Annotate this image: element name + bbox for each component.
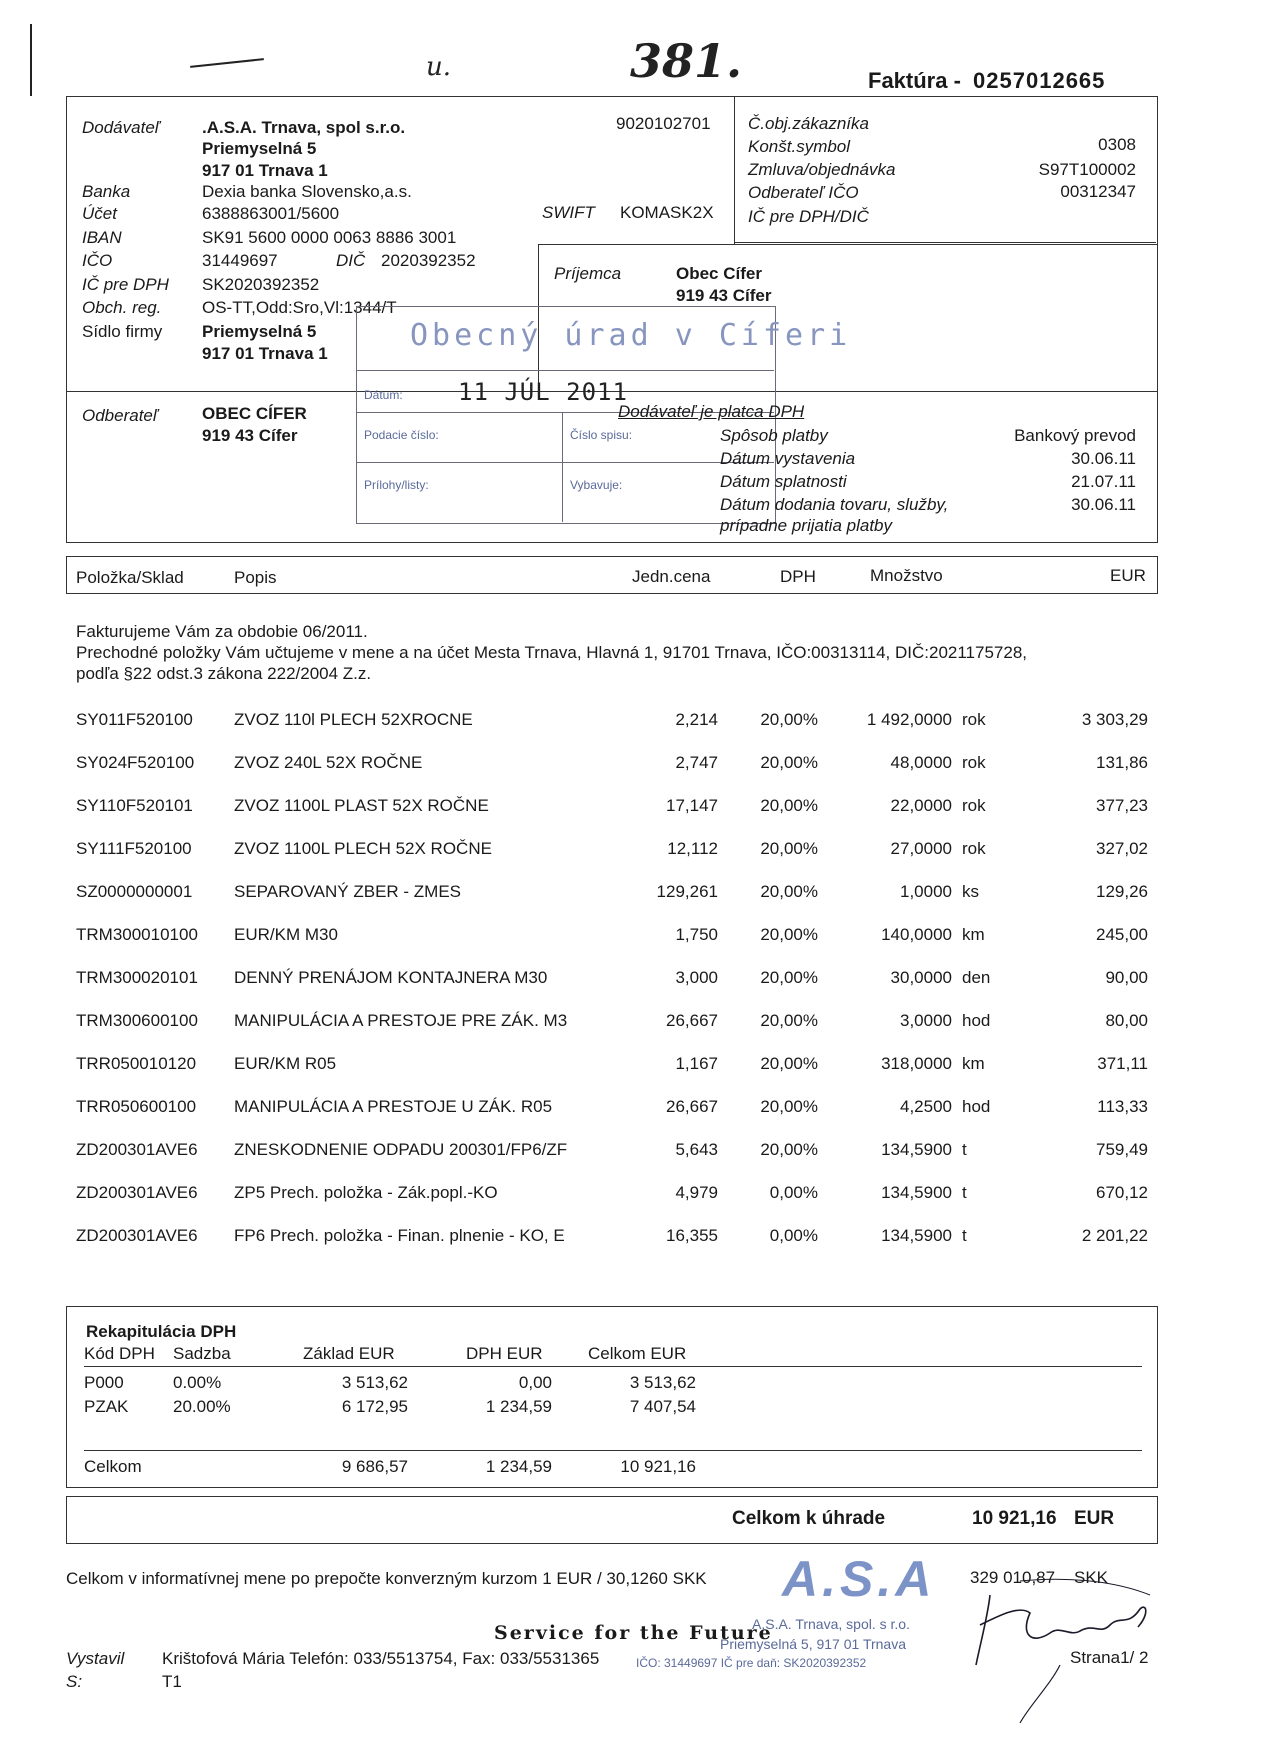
item-total: 3 303,29 [1081, 710, 1148, 729]
item-code: TRM300010100 [76, 925, 198, 944]
company-stamp-line-2: Priemyselná 5, 917 01 Trnava [720, 1636, 906, 1652]
item-qty: 140,0000 [881, 925, 952, 944]
item-price: 1,750 [675, 925, 718, 944]
swift-value: KOMASK2X [620, 203, 714, 222]
recap-sum-label: Celkom [84, 1457, 142, 1476]
table-row [0, 1054, 1264, 1084]
item-vat: 20,00% [760, 839, 818, 858]
item-code: TRM300600100 [76, 1011, 198, 1030]
asa-logo: A.S.A [782, 1551, 936, 1607]
contract-label: Zmluva/objednávka [748, 160, 896, 179]
table-row [0, 839, 1264, 869]
item-unit: km [962, 925, 985, 944]
total-due-currency: EUR [1074, 1508, 1115, 1529]
recap-head-rate: Sadzba [173, 1344, 231, 1363]
item-unit: t [962, 1226, 967, 1245]
company-stamp-line-3: IČO: 31449697 IČ pre daň: SK2020392352 [636, 1656, 867, 1670]
item-unit: ks [962, 882, 979, 901]
item-vat: 20,00% [760, 1097, 818, 1116]
col-unit-price: Jedn.cena [632, 567, 711, 586]
item-total: 129,26 [1096, 882, 1148, 901]
dic-label: DIČ [336, 251, 366, 270]
item-code: SY110F520101 [76, 796, 193, 815]
item-total: 131,86 [1096, 753, 1148, 772]
item-desc: FP6 Prech. položka - Finan. plnenie - KO, E [234, 1226, 565, 1245]
pen-dash [190, 58, 264, 68]
delivery-date-label-2: prípadne prijatia platby [720, 516, 893, 535]
col-vat: DPH [780, 567, 816, 586]
item-total: 327,02 [1096, 839, 1148, 858]
iban-label: IBAN [82, 228, 122, 247]
recap-sum-vat: 1 234,59 [485, 1457, 552, 1476]
stamp-line-1 [356, 370, 774, 371]
item-qty: 318,0000 [881, 1054, 952, 1073]
stamp-handles-label: Vybavuje: [570, 478, 623, 492]
issued-code: T1 [162, 1672, 182, 1691]
item-qty: 134,5900 [881, 1140, 952, 1159]
due-date: 21.07.11 [1071, 472, 1136, 491]
columns-header [66, 556, 1158, 594]
item-qty: 1,0000 [900, 882, 952, 901]
issued-label-2: S: [66, 1672, 83, 1691]
item-unit: rok [962, 839, 986, 858]
icdph-value: SK2020392352 [202, 275, 320, 294]
item-vat: 20,00% [760, 710, 818, 729]
recap-head-base: Základ EUR [303, 1344, 395, 1363]
item-code: SZ0000000001 [76, 882, 193, 901]
conversion-currency: SKK [1074, 1568, 1109, 1587]
recap-head-code: Kód DPH [84, 1344, 155, 1363]
col-desc: Popis [234, 568, 277, 587]
table-row [0, 753, 1264, 783]
intro-line-3: podľa §22 odst.3 zákona 222/2004 Z.z. [76, 664, 372, 683]
recipient-name: Obec Cífer [676, 264, 762, 283]
item-desc: MANIPULÁCIA A PRESTOJE PRE ZÁK. M3 [234, 1011, 568, 1030]
ico-label: IČO [82, 251, 113, 270]
item-unit: den [962, 968, 991, 987]
table-row [0, 1140, 1264, 1170]
buyer-ico-value: 00312347 [1060, 182, 1136, 201]
item-unit: km [962, 1054, 985, 1073]
vat-payer-note: Dodávateľ je platca DPH [618, 402, 805, 421]
supplier-label: Dodávateľ [82, 118, 160, 137]
total-due-amount: 10 921,16 [972, 1508, 1057, 1529]
item-desc: MANIPULÁCIA A PRESTOJE U ZÁK. R05 [234, 1097, 553, 1116]
company-slogan: Service for the Future [494, 1622, 773, 1644]
stamp-date-label: Dátum: [364, 388, 403, 402]
table-row [0, 1097, 1264, 1127]
item-unit: t [962, 1140, 967, 1159]
ico-value: 31449697 [202, 251, 278, 270]
item-desc: ZVOZ 1100L PLECH 52X ROČNE [234, 839, 492, 858]
invoice-number: 0257012665 [973, 68, 1106, 93]
recap-sum-line [84, 1450, 1142, 1451]
company-stamp-line-1: A.S.A. Trnava, spol. s r.o. [752, 1616, 910, 1632]
item-code: SY111F520100 [76, 839, 192, 858]
item-total: 377,23 [1096, 796, 1148, 815]
item-price: 2,747 [675, 753, 718, 772]
seat-street: Priemyselná 5 [202, 322, 317, 341]
item-code: TRR050600100 [76, 1097, 197, 1116]
recap-head-line [84, 1366, 1142, 1367]
intro-line-1: Fakturujeme Vám za obdobie 06/2011. [76, 622, 368, 641]
stamp-file-label: Číslo spisu: [570, 428, 633, 442]
item-total: 245,00 [1096, 925, 1148, 944]
recap-head-vat: DPH EUR [466, 1344, 543, 1363]
item-desc: ZVOZ 1100L PLAST 52X ROČNE [234, 796, 489, 815]
col-qty: Množstvo [870, 566, 943, 585]
supplier-number: 9020102701 [616, 114, 711, 133]
recap-rate: 20.00% [173, 1397, 231, 1416]
item-qty: 22,0000 [890, 796, 952, 815]
col-item: Položka/Sklad [76, 568, 184, 587]
item-qty: 134,5900 [881, 1226, 952, 1245]
recipient-city: 919 43 Cífer [676, 286, 772, 305]
item-code: SY024F520100 [76, 753, 195, 772]
contract-value: S97T100002 [1038, 160, 1136, 179]
item-price: 16,355 [666, 1226, 718, 1245]
margin-pen-stroke [30, 24, 32, 96]
item-qty: 4,2500 [900, 1097, 952, 1116]
recap-rate: 0.00% [173, 1373, 222, 1392]
item-qty: 48,0000 [890, 753, 952, 772]
stamp-reg-label: Podacie číslo: [364, 428, 439, 442]
item-price: 17,147 [666, 796, 718, 815]
table-row [0, 710, 1264, 740]
table-row [0, 1011, 1264, 1041]
item-qty: 30,0000 [890, 968, 952, 987]
invoice-title [868, 68, 1105, 94]
item-price: 4,979 [675, 1183, 718, 1202]
seat-label: Sídlo firmy [82, 322, 163, 341]
item-price: 26,667 [666, 1011, 718, 1030]
item-unit: t [962, 1183, 967, 1202]
item-qty: 3,0000 [900, 1011, 952, 1030]
recap-base: 3 513,62 [341, 1373, 408, 1392]
item-price: 12,112 [667, 839, 718, 858]
delivery-date: 30.06.11 [1071, 495, 1136, 514]
item-qty: 27,0000 [890, 839, 952, 858]
seat-city: 917 01 Trnava 1 [202, 344, 328, 363]
recap-sum-base: 9 686,57 [341, 1457, 408, 1476]
recap-base: 6 172,95 [341, 1397, 408, 1416]
item-unit: rok [962, 753, 986, 772]
issued-by: Krištofová Mária Telefón: 033/5513754, Fax: 033/5531365 [162, 1649, 600, 1668]
item-desc: EUR/KM R05 [234, 1054, 337, 1073]
item-price: 3,000 [675, 968, 718, 987]
item-unit: rok [962, 796, 986, 815]
item-code: ZD200301AVE6 [76, 1183, 198, 1202]
item-code: ZD200301AVE6 [76, 1140, 198, 1159]
table-row [0, 796, 1264, 826]
table-row [0, 1226, 1264, 1256]
item-total: 759,49 [1096, 1140, 1148, 1159]
konst-value: 0308 [1098, 135, 1136, 154]
konst-label: Konšt.symbol [748, 137, 851, 156]
issue-date-label: Dátum vystavenia [720, 449, 856, 468]
conversion-amount: 329 010,87 [970, 1568, 1056, 1587]
item-total: 670,12 [1096, 1183, 1148, 1202]
iban-value: SK91 5600 0000 0063 8886 3001 [202, 228, 457, 247]
account-value: 6388863001/5600 [202, 204, 340, 223]
item-total: 90,00 [1105, 968, 1148, 987]
item-desc: ZVOZ 240L 52X ROČNE [234, 753, 423, 772]
supplier-city: 917 01 Trnava 1 [202, 161, 328, 180]
recap-total: 3 513,62 [629, 1373, 696, 1392]
table-row [0, 968, 1264, 998]
item-vat: 20,00% [760, 1140, 818, 1159]
order-label: Č.obj.zákazníka [748, 114, 869, 133]
reg-label: Obch. reg. [82, 298, 162, 317]
item-total: 2 201,22 [1081, 1226, 1148, 1245]
recipient-label: Príjemca [554, 264, 622, 283]
item-desc: ZP5 Prech. položka - Zák.popl.-KO [234, 1183, 498, 1202]
issue-date: 30.06.11 [1071, 449, 1136, 468]
item-price: 129,261 [656, 882, 718, 901]
recap-head-total: Celkom EUR [588, 1344, 687, 1363]
recap-sum-total: 10 921,16 [620, 1457, 696, 1476]
item-unit: hod [962, 1097, 991, 1116]
item-vat: 20,00% [760, 796, 818, 815]
recap-vat: 0,00 [518, 1373, 552, 1392]
stamp-line-3 [356, 462, 774, 463]
item-qty: 1 492,0000 [866, 710, 952, 729]
swift-label: SWIFT [542, 203, 595, 222]
item-desc: EUR/KM M30 [234, 925, 338, 944]
item-total: 371,11 [1097, 1054, 1148, 1073]
item-code: TRM300020101 [76, 968, 198, 987]
conversion-text: Celkom v informatívnej mene po prepočte konverzným kurzom 1 EUR / 30,1260 SKK [66, 1569, 707, 1588]
reg-value: OS-TT,Odd:Sro,Vl:1344/T [202, 298, 397, 317]
item-code: ZD200301AVE6 [76, 1226, 198, 1245]
due-date-label: Dátum splatnosti [720, 472, 847, 491]
buyer-city: 919 43 Cífer [202, 426, 298, 445]
supplier-name: .A.S.A. Trnava, spol s.r.o. [202, 118, 406, 137]
stamp-attach-label: Prílohy/listy: [364, 478, 429, 492]
issued-label: Vystavil [66, 1649, 125, 1668]
item-unit: rok [962, 710, 986, 729]
bank-value: Dexia banka Slovensko,a.s. [202, 182, 412, 201]
col-total: EUR [1110, 566, 1146, 585]
item-vat: 20,00% [760, 882, 818, 901]
total-due-label: Celkom k úhrade [732, 1508, 886, 1529]
item-qty: 134,5900 [881, 1183, 952, 1202]
stamp-divider [562, 412, 563, 522]
bank-label: Banka [82, 182, 131, 201]
delivery-date-label: Dátum dodania tovaru, služby, [720, 495, 949, 514]
header-divider-vertical [734, 96, 735, 244]
item-total: 80,00 [1105, 1011, 1148, 1030]
item-code: TRR050010120 [76, 1054, 197, 1073]
stamp-date: 11 JÚL 2011 [458, 378, 628, 406]
buyer-ico-label: Odberateľ IČO [748, 183, 859, 202]
item-vat: 20,00% [760, 1054, 818, 1073]
refs-bottom-line [734, 242, 1156, 243]
recap-total: 7 407,54 [629, 1397, 696, 1416]
payment-method-label: Spôsob platby [720, 426, 828, 445]
item-total: 113,33 [1097, 1097, 1148, 1116]
item-vat: 20,00% [760, 925, 818, 944]
handwritten-mark: u. [426, 52, 452, 82]
recap-vat: 1 234,59 [485, 1397, 552, 1416]
item-desc: SEPAROVANÝ ZBER - ZMES [234, 882, 462, 901]
recap-code: PZAK [84, 1397, 129, 1416]
dic-value: 2020392352 [381, 251, 476, 270]
item-price: 5,643 [675, 1140, 718, 1159]
icdph-dic-label: IČ pre DPH/DIČ [748, 207, 869, 226]
item-vat: 0,00% [769, 1226, 818, 1245]
item-code: SY011F520100 [76, 710, 193, 729]
table-row [0, 882, 1264, 912]
item-desc: DENNÝ PRENÁJOM KONTAJNERA M30 [234, 968, 548, 987]
icdph-label: IČ pre DPH [82, 275, 169, 294]
intro-line-2: Prechodné položky Vám učtujeme v mene a na účet Mesta Trnava, Hlavná 1, 91701 Trnava, IČO:00313114, DIČ:2021175728, [76, 643, 1027, 662]
item-unit: hod [962, 1011, 991, 1030]
item-desc: ZNESKODNENIE ODPADU 200301/FP6/ZF [234, 1140, 568, 1159]
supplier-street: Priemyselná 5 [202, 139, 317, 158]
invoice-title-label: Faktúra - [868, 68, 961, 93]
recap-title: Rekapitulácia DPH [86, 1322, 237, 1341]
item-desc: ZVOZ 110l PLECH 52XROCNE [234, 710, 473, 729]
account-label: Účet [82, 204, 117, 223]
handwritten-number: 381. [630, 34, 743, 88]
page-number: Strana1/ 2 [1070, 1648, 1149, 1667]
item-price: 1,167 [675, 1054, 718, 1073]
table-row [0, 925, 1264, 955]
recap-code: P000 [84, 1373, 124, 1392]
buyer-name: OBEC CÍFER [202, 404, 307, 423]
stamp-title: Obecný úrad v Cíferi [410, 318, 852, 353]
item-vat: 0,00% [769, 1183, 818, 1202]
payment-method: Bankový prevod [1014, 426, 1136, 445]
table-row [0, 1183, 1264, 1213]
item-vat: 20,00% [760, 968, 818, 987]
item-vat: 20,00% [760, 753, 818, 772]
item-price: 26,667 [666, 1097, 718, 1116]
item-vat: 20,00% [760, 1011, 818, 1030]
buyer-label: Odberateľ [82, 406, 158, 425]
item-price: 2,214 [675, 710, 718, 729]
